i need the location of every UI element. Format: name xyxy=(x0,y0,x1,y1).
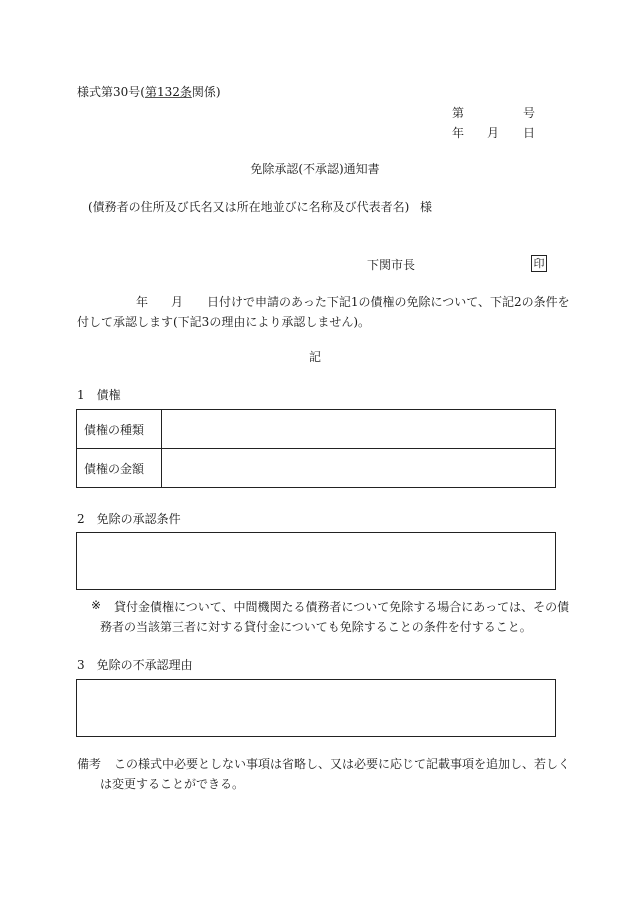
addressee-label: (債務者の住所及び氏名又は所在地並びに名称及び代表者名) xyxy=(88,200,410,214)
addressee-honorific: 様 xyxy=(420,200,433,214)
body-line2: 付して承認します(下記3の理由により承認しません)。 xyxy=(77,315,371,329)
body-month: 月 xyxy=(171,295,184,309)
date-month: 月 xyxy=(487,126,500,140)
claim-amount-label: 債権の金額 xyxy=(77,449,162,488)
section3-heading: 3 免除の不承認理由 xyxy=(77,658,193,672)
body-year: 年 xyxy=(136,295,149,309)
form-number xyxy=(77,83,221,100)
section1-heading: 1 債権 xyxy=(77,388,121,402)
number-dai: 第 xyxy=(452,106,465,120)
rejection-reason-box[interactable] xyxy=(76,679,556,737)
table-row xyxy=(77,410,556,449)
table-row xyxy=(77,449,556,488)
note-line2: 務者の当該第三者に対する貸付金についても免除することの条件を付すること。 xyxy=(100,620,532,634)
form-suffix: 関係) xyxy=(191,85,221,99)
document-title: 免除承認(不承認)通知書 xyxy=(250,162,380,176)
date-year: 年 xyxy=(452,126,465,140)
section2-heading: 2 免除の承認条件 xyxy=(77,512,181,526)
approval-conditions-box[interactable] xyxy=(76,532,556,590)
remarks-line1: この様式中必要としない事項は省略し、又は必要に応じて記載事項を追加し、若しく xyxy=(114,757,571,771)
seal-mark: 印 xyxy=(531,255,547,272)
claim-type-value[interactable] xyxy=(162,410,556,449)
claim-type-label: 債権の種類 xyxy=(77,410,162,449)
body-line1: 日付けで申請のあった下記1の債権の免除について、下記2の条件を xyxy=(207,295,570,309)
ki-marker: 記 xyxy=(308,350,321,364)
number-go: 号 xyxy=(523,106,536,120)
claim-amount-value[interactable] xyxy=(162,449,556,488)
note-mark: ※ xyxy=(91,598,102,612)
issuer-name: 下関市長 xyxy=(367,258,416,272)
claim-table xyxy=(76,409,556,488)
date-day: 日 xyxy=(523,126,536,140)
article-link[interactable]: 第132条 xyxy=(144,85,192,99)
remarks-line2: は変更することができる。 xyxy=(100,777,245,791)
remarks-label: 備考 xyxy=(77,757,102,771)
form-prefix: 様式第30号( xyxy=(77,85,145,99)
note-line1: 貸付金債権について、中間機関たる債務者について免除する場合にあっては、その債 xyxy=(114,600,570,614)
